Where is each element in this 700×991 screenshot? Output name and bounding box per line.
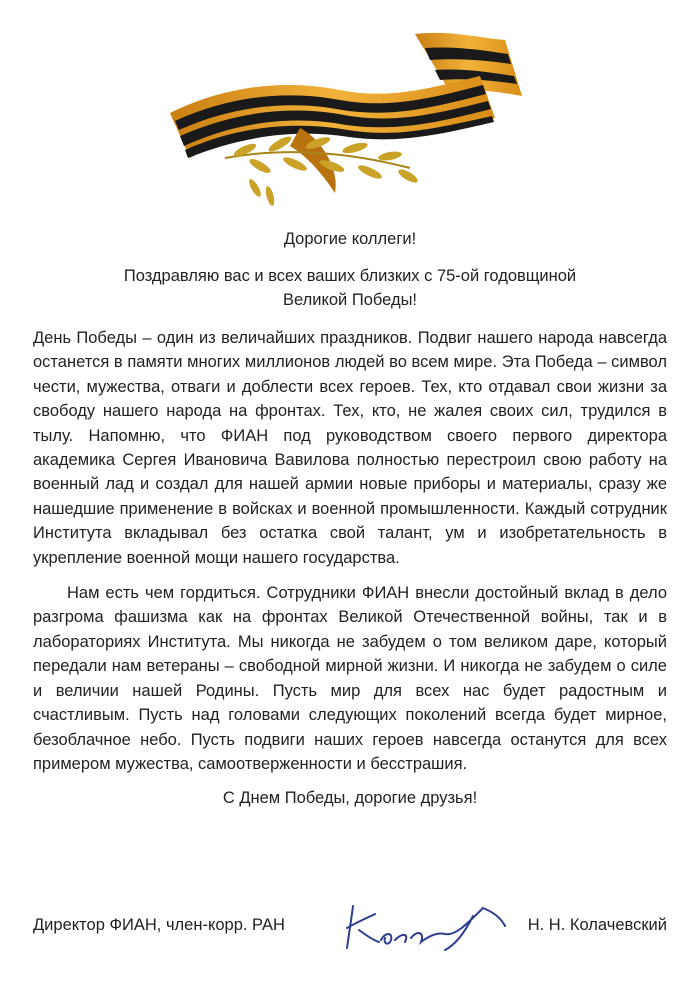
greeting: Дорогие коллеги!: [283, 230, 417, 248]
intro-line: Великой Победы!: [282, 291, 418, 309]
signer-title: Директор ФИАН, член-корр. РАН: [33, 916, 285, 934]
intro: [33, 264, 667, 312]
paragraph: Нам есть чем гордиться. Сотрудники ФИАН внесли достойный вклад в дело разгрома фашизма как на фронтах Великой Отечественной войны, так и в лабораториях Института. Мы никогда не забудем о том великом даре, который передали нам ветераны – свободной мирной жизни. И никогда не забудем о силе и величии нашей Родины. Пусть мир для всех нас будет радостным и счастливым. Пусть над головами следующих поколений всегда будет мирное, безоблачное небо. Пусть подвиги наших героев навсегда останутся для всех примером мужества, самоотверженности и бесстрашия.: [33, 584, 667, 773]
handwritten-signature: [333, 896, 513, 956]
closing-line: С Днем Победы, дорогие друзья!: [222, 789, 478, 808]
letter-body: [33, 228, 667, 809]
signer-name: Н. Н. Колачевский: [527, 916, 667, 934]
paragraph: День Победы – один из величайших праздников. Подвиг нашего народа навсегда останется в памяти многих миллионов людей во всем мире. Эта Победа – символ чести, мужества, отваги и доблести всех героев. Тех, кто отдавал свои жизни за свободу нашего народа на фронтах. Тех, кто, не жалея своих сил, трудился в тылу. Напомню, что ФИАН под руководством своего первого директора академика Сергея Ивановича Вавилова полностью перестроил свою работу на военный лад и создал для нашей армии новые приборы и материалы, сразу же нашедшие применение в войсках и военной промышленности. Каждый сотрудник Института вкладывал без остатка свой талант, ум и изобретательность в укрепление военной мощи нашего государства.: [33, 329, 667, 567]
intro-line: Поздравляю вас и всех ваших близких с 75-ой годовщиной: [123, 267, 577, 285]
signature-block: [33, 896, 667, 956]
st-george-ribbon-illustration: [150, 18, 550, 218]
